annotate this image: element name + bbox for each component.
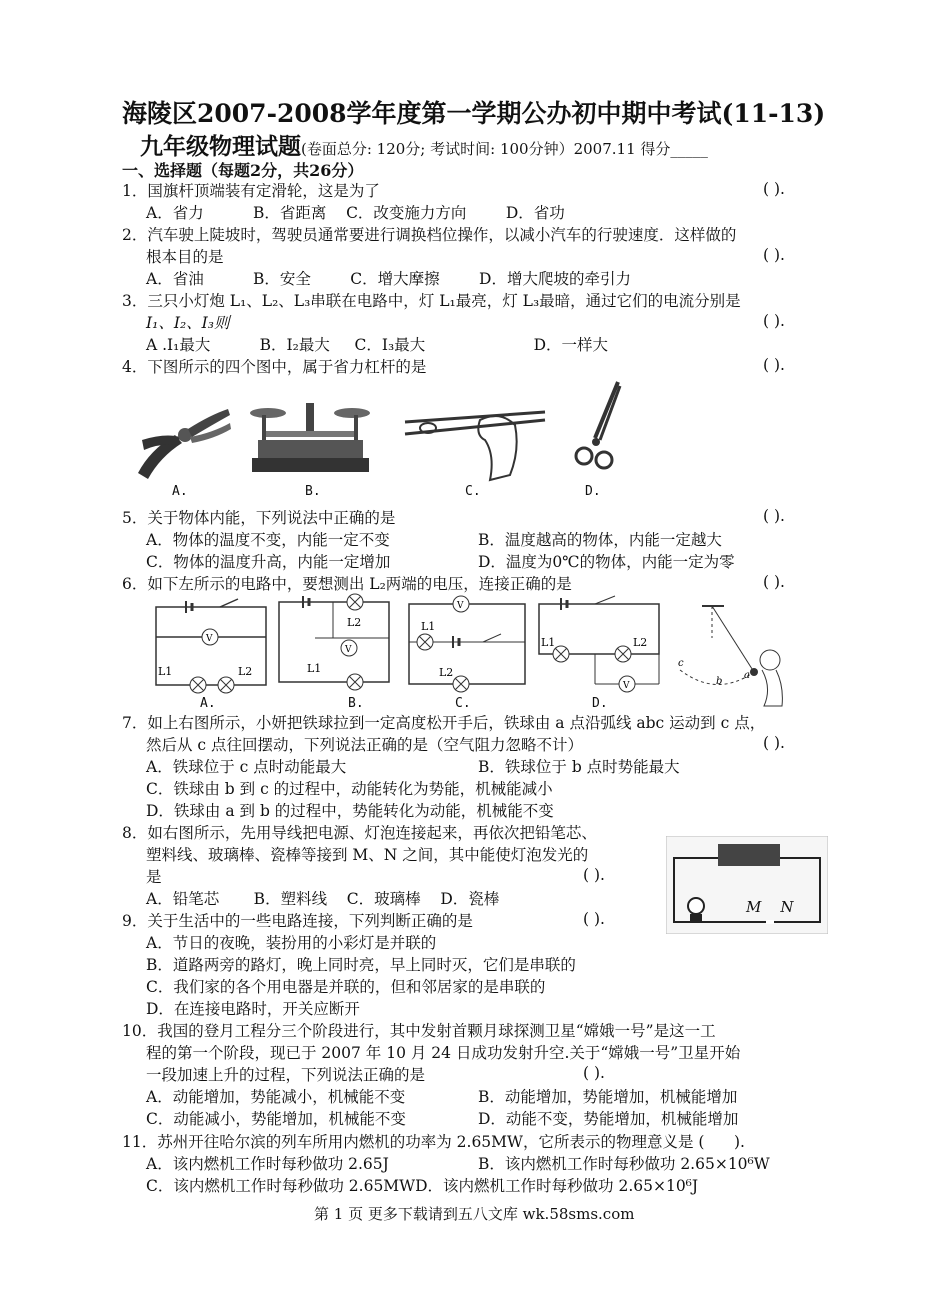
q11-option-cd: C．该内燃机工作时每秒做功 2.65MWD．该内燃机工作时每秒做功 2.65×10⁶J	[146, 1177, 699, 1195]
q10-stem-line3: 一段加速上升的过程，下列说法正确的是	[146, 1066, 426, 1084]
q8-stem-line2: 塑料线、玻璃棒、瓷棒等接到 M、N 之间，其中能使灯泡发光的	[146, 846, 589, 864]
q9-option-c: C．我们家的各个用电器是并联的，但和邻居家的是串联的	[146, 978, 546, 996]
svg-text:V: V	[206, 634, 213, 644]
q7-option-c: C．铁球由 b 到 c 的过程中，动能转化为势能，机械能减小	[146, 780, 553, 798]
q5-stem: 5．关于物体内能，下列说法中正确的是	[122, 509, 396, 527]
circuit-a	[150, 595, 270, 695]
svg-text:L2: L2	[347, 616, 362, 629]
q9-option-a: A．节日的夜晚，装扮用的小彩灯是并联的	[146, 934, 437, 952]
q7-answer-paren: ( ).	[763, 734, 785, 752]
q3-answer-paren: ( ).	[763, 312, 785, 330]
q5-answer-paren: ( ).	[763, 507, 785, 525]
q7-stem-line1: 7．如上右图所示，小妍把铁球拉到一定高度松开手后，铁球由 a 点沿弧线 abc 运动到 c 点，	[122, 714, 766, 732]
svg-text:V: V	[345, 645, 352, 655]
circuit-b	[275, 590, 395, 695]
q4-label-b: B.	[305, 484, 321, 499]
q4-label-d: D.	[585, 484, 601, 499]
q11-option-a: A．该内燃机工作时每秒做功 2.65J	[146, 1155, 389, 1173]
q6-answer-paren: ( ).	[763, 573, 785, 591]
svg-text:V: V	[457, 601, 464, 611]
q5-option-c: C．物体的温度升高，内能一定增加	[146, 553, 391, 571]
q4-answer-paren: ( ).	[763, 356, 785, 374]
svg-text:L1: L1	[421, 620, 436, 633]
svg-text:c: c	[678, 658, 684, 669]
svg-text:L2: L2	[439, 666, 454, 679]
q9-option-d: D．在连接电路时，开关应断开	[146, 1000, 360, 1018]
q6-label-c: C.	[455, 696, 471, 711]
q6-label-a: A.	[200, 696, 216, 711]
subtitle-info: (卷面总分: 120分; 考试时间: 100分钟）2007.11 得分_____	[301, 140, 708, 158]
page-title: 海陵区2007-2008学年度第一学期公办初中期中考试(11-13)	[122, 99, 826, 128]
q10-stem-line1: 10．我国的登月工程分三个阶段进行，其中发射首颗月球探测卫星“嫦娥一号”是这一工	[122, 1022, 716, 1040]
q8-stem-line3: 是	[146, 868, 162, 886]
q4-label-a: A.	[172, 484, 188, 499]
q8-options: A．铅笔芯 B．塑料线 C．玻璃棒 D．瓷棒	[146, 890, 500, 908]
svg-text:L2: L2	[633, 636, 648, 649]
q8-stem-line1: 8．如右图所示，先用导线把电源、灯泡连接起来，再依次把铅笔芯、	[122, 824, 597, 842]
q11-option-b: B．该内燃机工作时每秒做功 2.65×10⁶W	[478, 1155, 770, 1173]
q7-option-d: D．铁球由 a 到 b 的过程中，势能转化为动能，机械能不变	[146, 802, 554, 820]
svg-text:L1: L1	[307, 662, 322, 675]
q2-stem-line2: 根本目的是	[146, 248, 224, 266]
pliers-figure	[130, 395, 235, 485]
q7-option-a: A．铁球位于 c 点时动能最大	[146, 758, 347, 776]
q4-label-c: C.	[465, 484, 481, 499]
q10-option-b: B．动能增加，势能增加，机械能增加	[478, 1088, 738, 1106]
q10-option-c: C．动能减小，势能增加，机械能不变	[146, 1110, 406, 1128]
q10-option-a: A．动能增加，势能减小，机械能不变	[146, 1088, 406, 1106]
q10-stem-line2: 程的第一个阶段，现已于 2007 年 10 月 24 日成功发射升空.关于“嫦娥一号”卫星开始	[146, 1044, 741, 1062]
q2-options: A．省油 B．安全 C．增大摩擦 D．增大爬坡的牵引力	[146, 270, 631, 288]
section-heading: 一、选择题（每题2分，共26分）	[122, 161, 364, 180]
svg-text:a: a	[744, 670, 750, 681]
conductor-test-mn-label: M N	[746, 898, 794, 916]
q6-stem: 6．如下左所示的电路中，要想测出 L₂两端的电压，连接正确的是	[122, 575, 572, 593]
tweezers-figure	[570, 378, 630, 478]
q1-answer-paren: ( ).	[763, 180, 785, 198]
q1-stem: 1．国旗杆顶端装有定滑轮，这是为了	[122, 182, 380, 200]
q1-options: A．省力 B．省距离 C．改变施力方向 D．省功	[146, 204, 565, 222]
svg-text:L1: L1	[158, 665, 173, 678]
q10-option-d: D．动能不变，势能增加，机械能增加	[478, 1110, 739, 1128]
svg-text:V: V	[623, 681, 630, 691]
q3-options: A .I₁最大 B．I₂最大 C．I₃最大 D．一样大	[146, 336, 609, 354]
page-footer: 第 1 页 更多下载请到五八文库 wk.58sms.com	[314, 1205, 635, 1223]
q3-stem-line2: I₁、I₂、I₃则	[146, 314, 230, 332]
q6-label-b: B.	[348, 696, 364, 711]
q7-stem-line2: 然后从 c 点往回摆动，下列说法正确的是（空气阻力忽略不计）	[146, 736, 584, 754]
q2-stem-line1: 2．汽车驶上陡坡时，驾驶员通常要进行调换档位操作，以减小汽车的行驶速度．这样做的	[122, 226, 737, 244]
q7-option-b: B．铁球位于 b 点时势能最大	[478, 758, 680, 776]
q4-stem: 4．下图所示的四个图中，属于省力杠杆的是	[122, 358, 427, 376]
q5-option-d: D．温度为0℃的物体，内能一定为零	[478, 553, 735, 571]
q9-option-b: B．道路两旁的路灯，晚上同时亮，早上同时灭，它们是串联的	[146, 956, 576, 974]
conductor-test-figure	[666, 836, 828, 934]
q10-answer-paren: ( ).	[583, 1064, 605, 1082]
circuit-d	[535, 590, 665, 700]
chopsticks-figure	[400, 400, 550, 485]
balance-figure	[248, 395, 373, 480]
subtitle-row	[140, 128, 708, 161]
q11-stem: 11．苏州开往哈尔滨的列车所用内燃机的功率为 2.65MW，它所表示的物理意义是 ( ).	[122, 1133, 745, 1151]
q5-option-b: B．温度越高的物体，内能一定越大	[478, 531, 722, 549]
q3-stem-line1: 3．三只小灯炮 L₁、L₂、L₃串联在电路中，灯 L₁最亮，灯 L₃最暗，通过它们的电流分别是	[122, 292, 741, 310]
svg-text:L1: L1	[541, 636, 556, 649]
pendulum-figure	[672, 598, 797, 708]
q9-stem: 9．关于生活中的一些电路连接，下列判断正确的是	[122, 912, 473, 930]
q9-answer-paren: ( ).	[583, 910, 605, 928]
q5-option-a: A．物体的温度不变，内能一定不变	[146, 531, 390, 549]
subtitle-main: 九年级物理试题	[140, 133, 301, 160]
svg-text:b: b	[716, 676, 723, 687]
svg-text:L2: L2	[238, 665, 253, 678]
circuit-c	[405, 590, 530, 695]
q6-label-d: D.	[592, 696, 608, 711]
q2-answer-paren: ( ).	[763, 246, 785, 264]
q8-answer-paren: ( ).	[583, 866, 605, 884]
